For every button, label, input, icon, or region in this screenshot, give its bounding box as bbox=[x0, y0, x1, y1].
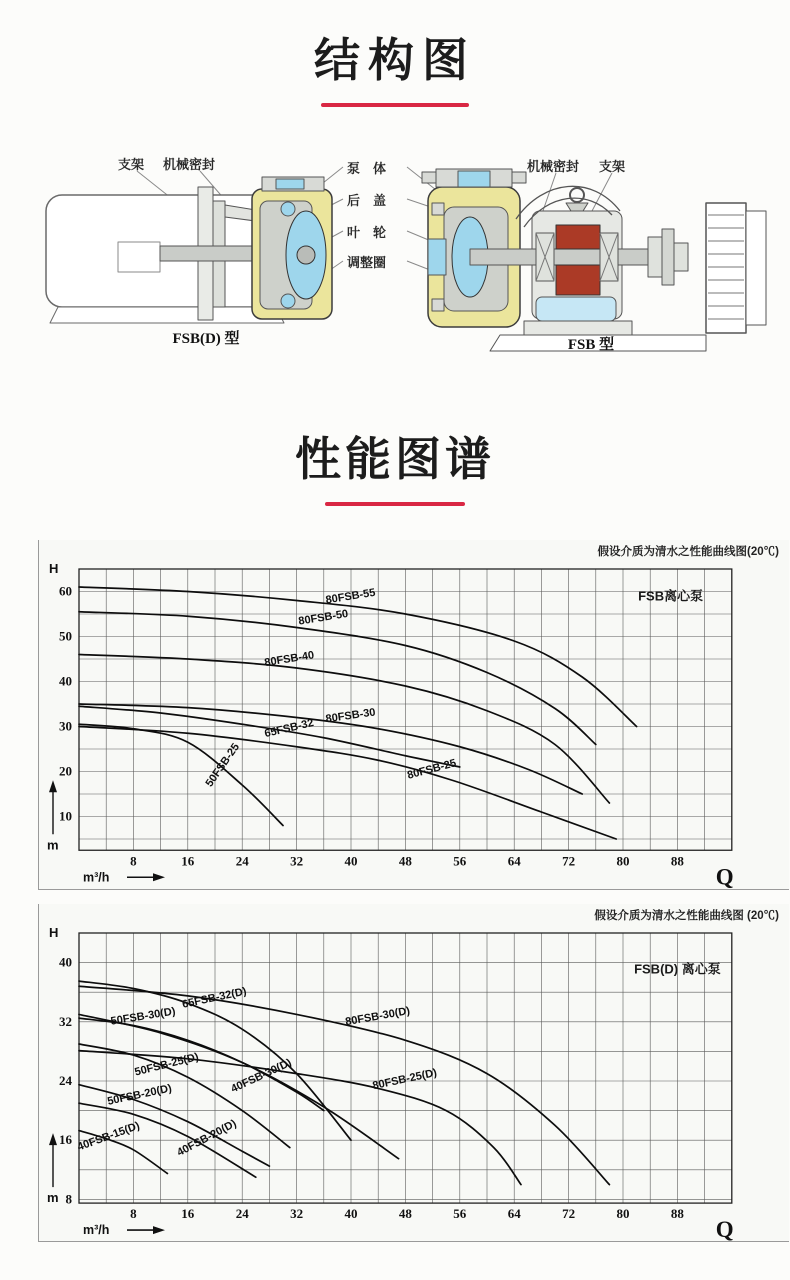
product-page bbox=[0, 24, 790, 1280]
fsbd-pump-diagram bbox=[46, 177, 332, 323]
curve-label-40FSB-15(D): 40FSB-15(D) bbox=[75, 1119, 142, 1154]
x-axis-arrow-icon bbox=[153, 873, 165, 881]
coupling bbox=[648, 237, 662, 277]
title-underline bbox=[321, 103, 469, 107]
y-tick-label: 40 bbox=[59, 673, 72, 689]
lifting-ring bbox=[570, 188, 584, 202]
callout-back-cover: 后 盖 bbox=[347, 193, 387, 208]
performance-curve-50FSB-25 bbox=[79, 724, 283, 825]
pump-series-label: FSB(D) 离心泵 bbox=[634, 961, 721, 977]
x-tick-label: 88 bbox=[670, 853, 684, 869]
y-axis-arrow-icon bbox=[49, 780, 57, 792]
y-tick-label: 20 bbox=[59, 763, 72, 779]
curve-label-80FSB-30: 80FSB-30 bbox=[324, 706, 377, 726]
x-tick-label: 24 bbox=[235, 853, 249, 869]
callout-mechanical-seal-right: 机械密封 bbox=[527, 159, 580, 174]
x-axis-unit-label: m³/h bbox=[83, 1223, 110, 1238]
curve-label-50FSB-30(D): 50FSB-30(D) bbox=[109, 1005, 177, 1028]
curve-label-50FSB-25: 50FSB-25 bbox=[203, 741, 243, 790]
y-tick-label: 32 bbox=[59, 1013, 72, 1029]
y-axis-head-label: H bbox=[49, 561, 59, 576]
oil-chamber bbox=[536, 297, 616, 321]
y-tick-label: 60 bbox=[59, 583, 72, 599]
flow-axis-symbol: Q bbox=[715, 864, 734, 889]
rotor-top bbox=[556, 225, 600, 249]
fsb-curves-svg bbox=[39, 559, 789, 889]
y-axis-head-label: H bbox=[49, 925, 59, 940]
callout-pump-body: 泵 体 bbox=[347, 161, 387, 176]
curve-label-50FSB-25(D): 50FSB-25(D) bbox=[133, 1051, 200, 1079]
y-axis-arrow-icon bbox=[49, 1133, 57, 1145]
callout-bracket-right: 支架 bbox=[599, 159, 626, 174]
x-axis-unit-label: m³/h bbox=[83, 870, 110, 885]
x-tick-label: 32 bbox=[290, 1206, 304, 1222]
x-tick-label: 72 bbox=[562, 1206, 576, 1222]
x-tick-label: 8 bbox=[130, 853, 137, 869]
x-tick-label: 24 bbox=[235, 1206, 249, 1222]
curve-label-80FSB-25(D): 80FSB-25(D) bbox=[371, 1066, 439, 1093]
x-tick-label: 64 bbox=[507, 853, 521, 869]
chart-title: 假设介质为清水之性能曲线图(20℃) bbox=[597, 546, 779, 558]
x-tick-label: 16 bbox=[181, 1206, 195, 1222]
title-underline-2 bbox=[325, 502, 465, 506]
curve-label-65FSB-32: 65FSB-32 bbox=[263, 717, 315, 741]
x-tick-label: 64 bbox=[507, 1206, 521, 1222]
caption-fsb-model: FSB 型 bbox=[567, 337, 615, 353]
x-tick-label: 16 bbox=[181, 853, 195, 869]
callout-adjusting-ring: 调整圈 bbox=[347, 255, 387, 270]
pump-diagrams-svg bbox=[0, 145, 790, 387]
y-tick-label: 40 bbox=[59, 954, 72, 970]
pump-shaft-right bbox=[470, 249, 670, 265]
fsb-performance-chart bbox=[38, 540, 789, 890]
y-tick-label: 8 bbox=[65, 1191, 72, 1207]
x-tick-label: 48 bbox=[398, 1206, 412, 1222]
y-axis-unit-label: m bbox=[47, 1190, 59, 1206]
fsbd-curves-svg bbox=[39, 923, 789, 1241]
curve-label-80FSB-40: 80FSB-40 bbox=[263, 649, 316, 670]
curve-label-50FSB-20(D): 50FSB-20(D) bbox=[106, 1082, 173, 1108]
x-tick-label: 80 bbox=[616, 1206, 630, 1222]
structure-figure bbox=[0, 145, 790, 387]
curve-label-80FSB-30(D): 80FSB-30(D) bbox=[344, 1005, 411, 1029]
fsb-pump-diagram bbox=[422, 169, 766, 351]
callout-bracket-left: 支架 bbox=[118, 157, 145, 172]
curve-label-65FSB-32(D): 65FSB-32(D) bbox=[181, 985, 248, 1011]
y-tick-label: 10 bbox=[59, 808, 72, 824]
callout-impeller: 叶 轮 bbox=[347, 225, 387, 240]
x-tick-label: 72 bbox=[562, 853, 576, 869]
motor-nameplate bbox=[118, 242, 160, 272]
performance-section-title: 性能图谱 bbox=[295, 433, 495, 485]
chart-grid bbox=[79, 569, 732, 850]
x-tick-label: 48 bbox=[398, 853, 412, 869]
fsbd-performance-chart bbox=[38, 904, 789, 1242]
rotor-bottom bbox=[556, 265, 600, 295]
pump-shaft bbox=[160, 246, 260, 261]
curve-label-80FSB-50: 80FSB-50 bbox=[297, 607, 350, 628]
performance-curve-80FSB-40 bbox=[79, 655, 609, 804]
chart-title-2: 假设介质为清水之性能曲线图 (20℃) bbox=[594, 910, 779, 922]
y-tick-label: 50 bbox=[59, 628, 72, 644]
x-tick-label: 8 bbox=[130, 1206, 137, 1222]
performance-curve-80FSB-50 bbox=[79, 612, 596, 745]
y-tick-label: 30 bbox=[59, 718, 72, 734]
curve-label-80FSB-55: 80FSB-55 bbox=[324, 586, 377, 607]
x-tick-label: 56 bbox=[453, 1206, 467, 1222]
pump-series-label: FSB离心泵 bbox=[638, 588, 704, 604]
x-axis-arrow-icon bbox=[153, 1226, 165, 1234]
callout-mechanical-seal-left: 机械密封 bbox=[163, 157, 216, 172]
y-tick-label: 16 bbox=[59, 1132, 72, 1148]
curve-label-40FSB-30(D): 40FSB-30(D) bbox=[229, 1056, 294, 1096]
x-tick-label: 80 bbox=[616, 853, 630, 869]
x-tick-label: 56 bbox=[453, 853, 467, 869]
drive-motor bbox=[706, 203, 746, 333]
x-tick-label: 88 bbox=[670, 1206, 684, 1222]
caption-fsbd-model: FSB(D) 型 bbox=[172, 331, 240, 347]
motor-base bbox=[50, 307, 284, 323]
curve-label-40FSB-20(D): 40FSB-20(D) bbox=[175, 1117, 239, 1159]
flow-axis-symbol: Q bbox=[715, 1217, 734, 1241]
x-tick-label: 40 bbox=[344, 853, 358, 869]
y-axis-unit-label: m bbox=[47, 837, 59, 853]
y-tick-label: 24 bbox=[59, 1073, 72, 1088]
curve-label-80FSB-25: 80FSB-25 bbox=[406, 757, 458, 782]
x-tick-label: 32 bbox=[290, 853, 304, 869]
x-tick-label: 40 bbox=[344, 1206, 358, 1222]
structure-section-title: 结构图 bbox=[314, 34, 476, 86]
